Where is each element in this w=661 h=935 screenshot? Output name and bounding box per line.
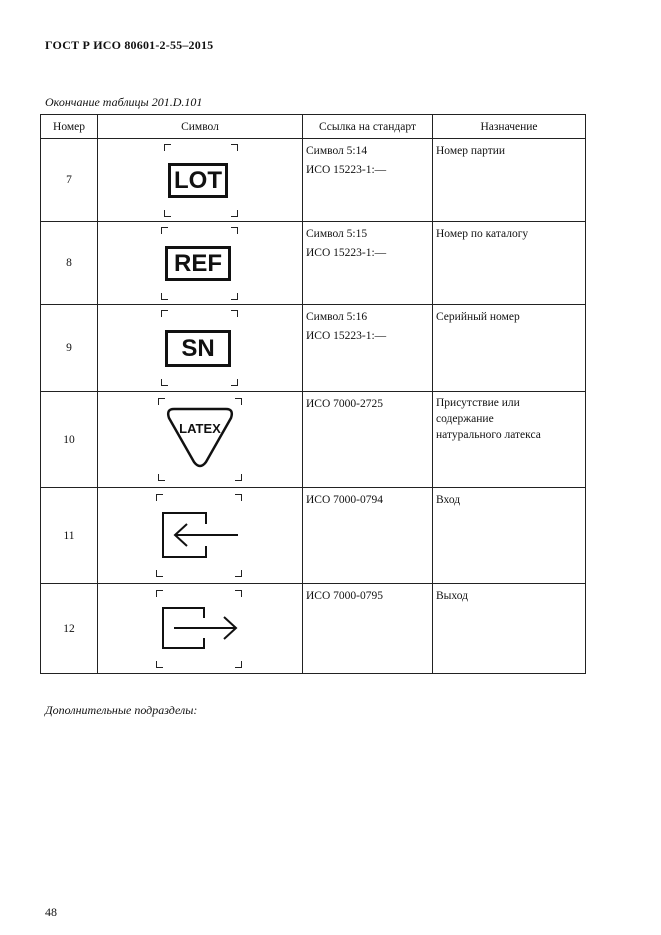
reference-line: ИСО 15223-1:— [306, 247, 387, 259]
exit-arrow-icon [160, 605, 242, 651]
purpose-cell: Серийный номер [433, 305, 586, 392]
purpose-cell: Выход [433, 584, 586, 674]
table-caption: Окончание таблицы 201.D.101 [45, 95, 203, 109]
table-row [41, 139, 586, 222]
purpose-line: содержание [436, 413, 494, 425]
reference-line: Символ 5:16 [306, 311, 368, 323]
column-header-reference: Ссылка на стандарт [303, 115, 433, 139]
reference-line: Символ 5:14 [306, 145, 368, 157]
table-row [41, 305, 586, 392]
purpose-cell: Вход [433, 488, 586, 584]
table-row [41, 488, 586, 584]
reference-line: ИСО 7000-0794 [306, 494, 383, 506]
purpose-cell: Номер по каталогу [433, 222, 586, 305]
symbol-cell [98, 305, 303, 392]
row-number: 7 [41, 139, 98, 222]
lot-symbol: LOT [168, 163, 228, 198]
subsections-label: Дополнительные подразделы: [45, 703, 198, 717]
table-row [41, 222, 586, 305]
purpose-cell: Номер партии [433, 139, 586, 222]
latex-symbol-text: LATEX [179, 421, 221, 436]
table-row [41, 392, 586, 488]
reference-cell [303, 305, 433, 392]
row-number: 11 [41, 488, 98, 584]
reference-line: ИСО 15223-1:— [306, 164, 387, 176]
row-number: 8 [41, 222, 98, 305]
ref-symbol: REF [165, 246, 231, 281]
column-header-purpose: Назначение [433, 115, 586, 139]
symbol-cell [98, 584, 303, 674]
table-row [41, 584, 586, 674]
row-number: 9 [41, 305, 98, 392]
symbol-cell [98, 222, 303, 305]
column-header-number: Номер [41, 115, 98, 139]
reference-cell [303, 222, 433, 305]
purpose-line: натурального латекса [436, 429, 541, 441]
sn-symbol: SN [165, 330, 231, 367]
reference-line: ИСО 7000-2725 [306, 398, 383, 410]
row-number: 10 [41, 392, 98, 488]
document-header: ГОСТ Р ИСО 80601-2-55–2015 [45, 38, 214, 52]
reference-cell [303, 139, 433, 222]
row-number: 12 [41, 584, 98, 674]
purpose-line: Присутствие или [436, 397, 520, 409]
reference-cell [303, 488, 433, 584]
reference-line: Символ 5:15 [306, 228, 368, 240]
page-number: 48 [45, 905, 57, 919]
reference-line: ИСО 15223-1:— [306, 330, 387, 342]
latex-symbol [164, 406, 236, 470]
table-header-row [41, 115, 586, 139]
entrance-arrow-icon [160, 510, 242, 560]
symbol-cell [98, 139, 303, 222]
column-header-symbol: Символ [98, 115, 303, 139]
reference-line: ИСО 7000-0795 [306, 590, 383, 602]
purpose-cell [433, 392, 586, 488]
symbols-table [40, 114, 586, 674]
reference-cell [303, 584, 433, 674]
symbol-cell [98, 392, 303, 488]
reference-cell [303, 392, 433, 488]
symbol-cell [98, 488, 303, 584]
